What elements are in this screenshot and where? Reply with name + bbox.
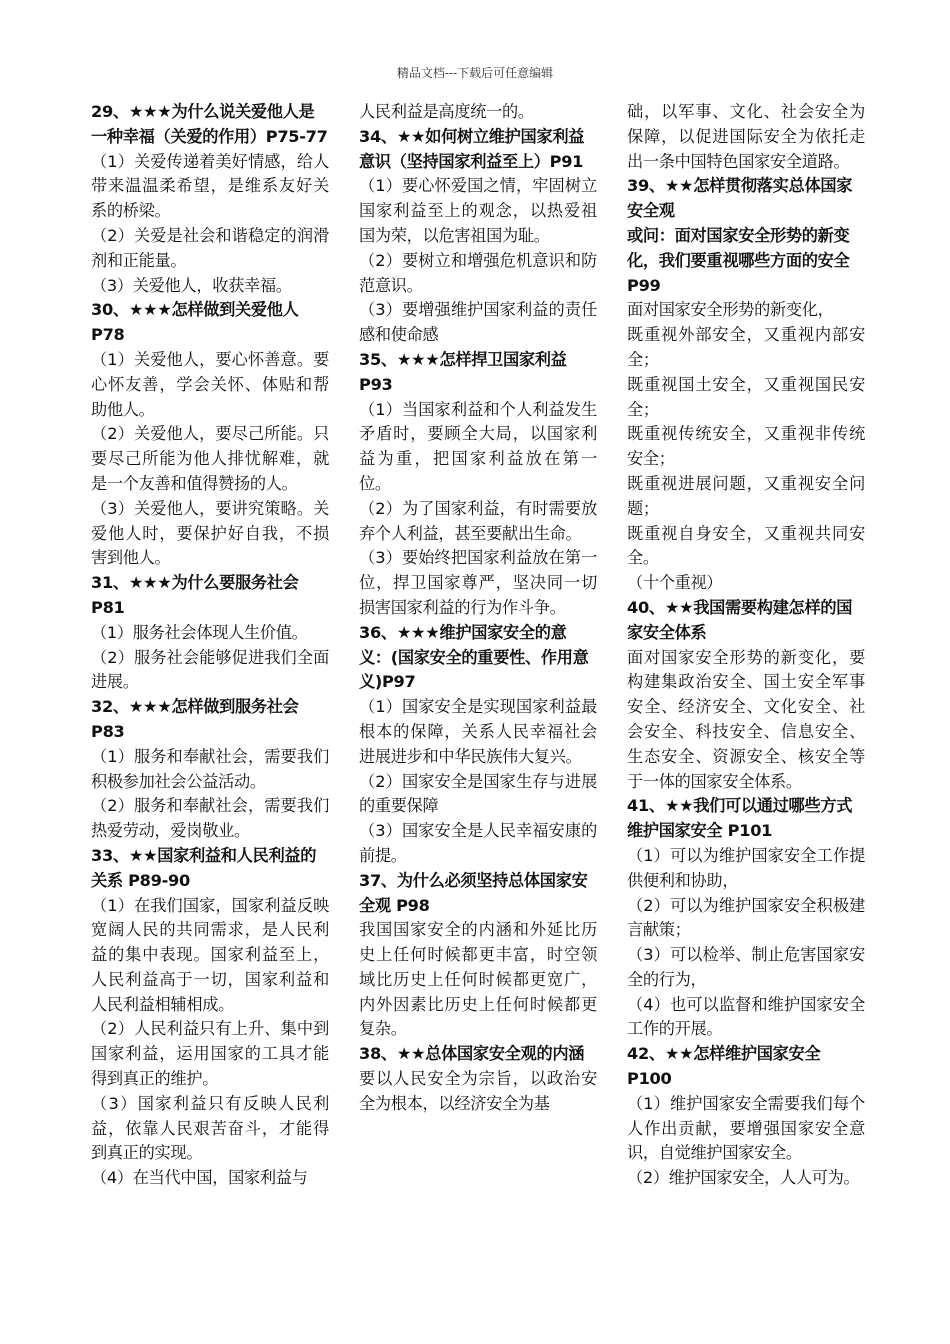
answer-paragraph: （4）也可以监督和维护国家安全工作的开展。 bbox=[627, 994, 865, 1039]
answer-paragraph: （1）维护国家安全需要我们每个人作出贡献，要增强国家安全意识，自觉维护国家安全。 bbox=[627, 1093, 865, 1163]
answer-paragraph: （3）要始终把国家利益放在第一位，捍卫国家尊严，坚决同一切损害国家利益的行为作斗争。 bbox=[359, 548, 597, 617]
answer-paragraph: （2）要树立和增强危机意识和防范意识。 bbox=[359, 250, 597, 295]
question-heading: 29、★★★为什么说关爱他人是一种幸福（关爱的作用）P75-77 bbox=[91, 102, 328, 146]
answer-paragraph: （2）关爱他人，要尽己所能。只要尽己所能为他人排忧解难，就是一个友善和值得赞扬的人。 bbox=[91, 424, 329, 493]
answer-paragraph: （3）国家利益只有反映人民利益，依靠人民艰苦奋斗，才能得到真正的实现。 bbox=[91, 1093, 329, 1163]
answer-paragraph: （2）关爱是社会和谐稳定的润滑剂和正能量。 bbox=[91, 225, 329, 270]
question-heading: 36、★★★维护国家安全的意义：(国家安全的重要性、作用意义)P97 bbox=[359, 622, 589, 692]
text-column-1 bbox=[91, 100, 329, 1191]
text-column-3 bbox=[627, 100, 865, 1191]
answer-paragraph: （1）要心怀爱国之情，牢固树立国家利益至上的观念，以热爱祖国为荣，以危害祖国为耻。 bbox=[359, 176, 597, 245]
answer-paragraph: 面对国家安全形势的新变化，要构建集政治安全、国土安全军事安全、经济安全、文化安全、社会安全、科技安全、信息安全、生态安全、资源安全、核安全等于一体的国家安全体系。 bbox=[627, 647, 865, 791]
text-column-2 bbox=[359, 100, 597, 1117]
answer-paragraph: 础，以军事、文化、社会安全为保障，以促进国际安全为依托走出一条中国特色国家安全道路。 bbox=[627, 102, 865, 171]
answer-paragraph: 面对国家安全形势的新变化， bbox=[627, 300, 834, 320]
answer-paragraph: （1）当国家利益和个人利益发生矛盾时，要顾全大局，以国家利益为重，把国家利益放在第一位。 bbox=[359, 399, 597, 493]
answer-paragraph: （十个重视） bbox=[627, 573, 723, 593]
answer-paragraph: （3）可以检举、制止危害国家安全的行为， bbox=[627, 945, 865, 989]
question-heading: 或问：面对国家安全形势的新变化，我们要重视哪些方面的安全 P99 bbox=[627, 225, 850, 295]
answer-paragraph: （1）关爱传递着美好情感，给人带来温温柔希望，是维系友好关系的桥梁。 bbox=[91, 151, 329, 221]
page-header: 精品文档---下载后可任意编辑 bbox=[396, 66, 554, 80]
answer-paragraph: （2）维护国家安全，人人可为。 bbox=[627, 1168, 860, 1188]
answer-paragraph: 既重视进展问题，又重视安全问题； bbox=[627, 473, 865, 518]
answer-paragraph: （2）为了国家利益，有时需要放弃个人利益，甚至要献出生命。 bbox=[359, 498, 597, 543]
question-heading: 32、★★★怎样做到服务社会P83 bbox=[91, 697, 299, 741]
answer-paragraph: （1）关爱他人，要心怀善意。要心怀友善，学会关怀、体贴和帮助他人。 bbox=[91, 349, 329, 419]
question-heading: 38、★★总体国家安全观的内涵 bbox=[359, 1044, 585, 1064]
question-heading: 39、★★怎样贯彻落实总体国家安全观 bbox=[627, 176, 853, 221]
answer-paragraph: （4）在当代中国，国家利益与 bbox=[91, 1168, 308, 1188]
answer-paragraph: （3）关爱他人，要讲究策略。关爱他人时，要保护好自我，不损害到他人。 bbox=[91, 498, 329, 568]
question-heading: 31、★★★为什么要服务社会P81 bbox=[91, 573, 299, 617]
question-heading: 37、为什么必须坚持总体国家安全观 P98 bbox=[359, 870, 588, 915]
answer-paragraph: 既重视传统安全，又重视非传统安全； bbox=[627, 424, 865, 469]
question-heading: 34、★★如何树立维护国家利益意识（坚持国家利益至上）P91 bbox=[359, 126, 585, 171]
answer-paragraph: （2）可以为维护国家安全积极建言献策； bbox=[627, 895, 865, 940]
answer-paragraph: 既重视国土安全，又重视国民安全； bbox=[627, 374, 865, 419]
question-heading: 30、★★★怎样做到关爱他人P78 bbox=[91, 300, 299, 345]
question-heading: 35、★★★怎样捍卫国家利益 P93 bbox=[359, 349, 567, 394]
answer-paragraph: （2）国家安全是国家生存与进展的重要保障 bbox=[359, 771, 597, 816]
answer-paragraph: （1）国家安全是实现国家利益最根本的保障，关系人民幸福社会进展进步和中华民族伟大复兴。 bbox=[359, 697, 597, 766]
answer-paragraph: （1）服务社会体现人生价值。 bbox=[91, 622, 308, 642]
answer-paragraph: 要以人民安全为宗旨，以政治安全为根本，以经济安全为基 bbox=[359, 1069, 597, 1113]
answer-paragraph: （1）在我们国家，国家利益反映宽阔人民的共同需求，是人民利益的集中表现。国家利益至上，人民利益高于一切，国家利益和人民利益相辅相成。 bbox=[91, 895, 329, 1014]
answer-paragraph: 我国国家安全的内涵和外延比历史上任何时候都更丰富，时空领域比历史上任何时候都更宽广，内外因素比历史上任何时候都更复杂。 bbox=[359, 920, 597, 1039]
answer-paragraph: （3）国家安全是人民幸福安康的前提。 bbox=[359, 821, 597, 865]
answer-paragraph: 既重视外部安全，又重视内部安全； bbox=[627, 325, 865, 369]
answer-paragraph: （1）服务和奉献社会，需要我们积极参加社会公益活动。 bbox=[91, 746, 329, 791]
answer-paragraph: 既重视自身安全，又重视共同安全。 bbox=[627, 523, 865, 568]
question-heading: 41、★★我们可以通过哪些方式维护国家安全 P101 bbox=[627, 796, 853, 841]
question-heading: 40、★★我国需要构建怎样的国家安全体系 bbox=[627, 597, 853, 642]
answer-paragraph: （1）可以为维护国家安全工作提供便利和协助， bbox=[627, 845, 865, 890]
answer-paragraph: （2）服务和奉献社会，需要我们热爱劳动，爱岗敬业。 bbox=[91, 796, 329, 841]
answer-paragraph: （2）人民利益只有上升、集中到国家利益，运用国家的工具才能得到真正的维护。 bbox=[91, 1019, 329, 1089]
question-heading: 33、★★国家利益和人民利益的关系 P89-90 bbox=[91, 845, 317, 890]
answer-paragraph: 人民利益是高度统一的。 bbox=[359, 102, 534, 121]
answer-paragraph: （3）要增强维护国家利益的责任感和使命感 bbox=[359, 300, 597, 345]
question-heading: 42、★★怎样维护国家安全 P100 bbox=[627, 1044, 821, 1089]
answer-paragraph: （3）关爱他人，收获幸福。 bbox=[91, 275, 292, 295]
answer-paragraph: （2）服务社会能够促进我们全面进展。 bbox=[91, 647, 329, 692]
